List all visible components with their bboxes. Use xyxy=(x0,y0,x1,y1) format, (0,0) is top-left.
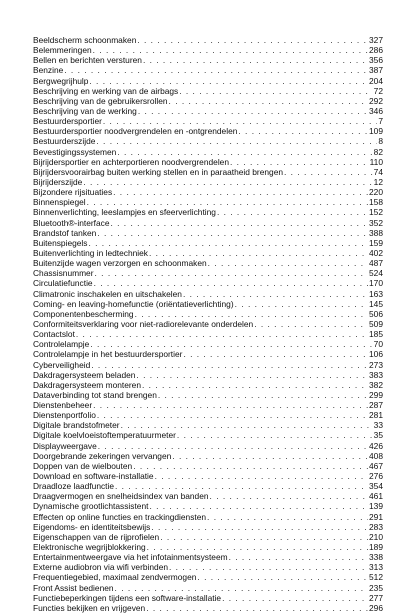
index-entry xyxy=(33,228,383,238)
index-term: Climatronic inschakelen en uitschakelen xyxy=(33,288,182,299)
index-page-number: 109 xyxy=(369,126,383,137)
index-page-number: 7 xyxy=(378,116,383,127)
dot-leader xyxy=(113,187,368,197)
dot-leader xyxy=(97,228,368,238)
index-entry xyxy=(33,430,383,440)
dot-leader xyxy=(138,106,368,116)
index-page-number: 356 xyxy=(369,55,383,66)
index-term: Circulatiefunctie xyxy=(33,278,93,289)
index-page-number: 8 xyxy=(378,136,383,147)
index-term: Binnenspiegel xyxy=(33,197,86,208)
index-entry xyxy=(33,289,383,299)
dot-leader xyxy=(133,461,368,471)
index-page-number: 296 xyxy=(369,602,383,613)
index-term: Dynamische grootlichtassistent xyxy=(33,501,149,512)
index-entry xyxy=(33,400,383,410)
index-page-number: 152 xyxy=(369,207,383,218)
index-term: Controlelampje xyxy=(33,339,90,350)
index-term: Beschrijving van de gebruikersrollen xyxy=(33,95,168,106)
index-page-number: 506 xyxy=(369,308,383,319)
index-entry xyxy=(33,177,383,187)
dot-leader xyxy=(137,35,368,45)
dot-leader xyxy=(146,603,368,613)
index-page-number: 170 xyxy=(369,278,383,289)
index-entry xyxy=(33,370,383,380)
dot-leader xyxy=(149,501,368,511)
index-entry xyxy=(33,157,383,167)
index-entry xyxy=(33,552,383,562)
index-term: Effecten op online functies en trackingdiensten xyxy=(33,511,207,522)
index-page-number: 273 xyxy=(369,359,383,370)
index-page-number: 204 xyxy=(369,75,383,86)
dot-leader xyxy=(197,572,368,582)
index-term: Cyberveiligheid xyxy=(33,359,91,370)
index-page-number: 291 xyxy=(369,511,383,522)
dot-leader xyxy=(103,116,377,126)
dot-leader xyxy=(284,167,373,177)
dot-leader xyxy=(235,299,368,309)
index-page-number: 283 xyxy=(369,521,383,532)
index-entry xyxy=(33,278,383,288)
index-page-number: 145 xyxy=(369,298,383,309)
index-term: Bijrijdersvoorairbag buiten werking stellen en in paraatheid brengen xyxy=(33,166,284,177)
index-entry xyxy=(33,268,383,278)
index-term: Elektronische wegrijblokkering xyxy=(33,542,146,553)
index-entry xyxy=(33,218,383,228)
index-term: Controlelampje in het bestuurdersportier xyxy=(33,349,183,360)
index-entry xyxy=(33,593,383,603)
index-page-number: 426 xyxy=(369,440,383,451)
index-term: Dakdragersysteem beladen xyxy=(33,369,136,380)
index-entry xyxy=(33,319,383,329)
dot-leader xyxy=(207,512,368,522)
index-term: Doppen van de wielbouten xyxy=(33,460,133,471)
index-term: Beschrijving en werking van de airbags xyxy=(33,85,179,96)
dot-leader xyxy=(151,522,368,532)
index-term: Digitale brandstofmeter xyxy=(33,420,120,431)
dot-leader xyxy=(238,126,368,136)
dot-leader xyxy=(179,86,372,96)
index-page-number: 12 xyxy=(373,176,383,187)
index-term: Digitale koelvloeistoftemperatuurmeter xyxy=(33,430,176,441)
index-page-number: 210 xyxy=(369,531,383,542)
dot-leader xyxy=(169,96,368,106)
index-page-number: 487 xyxy=(369,258,383,269)
index-page-number: 110 xyxy=(369,156,383,167)
dot-leader xyxy=(115,583,368,593)
index-entry xyxy=(33,603,383,613)
index-page-number: 189 xyxy=(369,542,383,553)
index-page-number: 383 xyxy=(369,369,383,380)
index-term: Buitenzijde wagen verzorgen en schoonmaken xyxy=(33,258,207,269)
index-entry xyxy=(33,238,383,248)
index-term: Displayweergave xyxy=(33,440,97,451)
index-term: Functiebeperkingen tijdens een software-installatie xyxy=(33,592,222,603)
index-entry xyxy=(33,197,383,207)
index-term: Eigendoms- en identiteitsbewijs xyxy=(33,521,151,532)
dot-leader xyxy=(217,207,368,217)
dot-leader xyxy=(254,319,368,329)
index-entry xyxy=(33,35,383,45)
dot-leader xyxy=(177,430,373,440)
index-page-number: 402 xyxy=(369,247,383,258)
dot-leader xyxy=(98,441,368,451)
index-term: Buitenverlichting in ledtechniek xyxy=(33,247,148,258)
index-entry xyxy=(33,380,383,390)
index-page-number: 313 xyxy=(369,562,383,573)
index-page-number: 220 xyxy=(369,187,383,198)
dot-leader xyxy=(115,481,368,491)
index-page-number: 338 xyxy=(369,552,383,563)
index-page-number: 387 xyxy=(369,65,383,76)
index-term: Bluetooth®-interface xyxy=(33,217,110,228)
index-page-number: 461 xyxy=(369,491,383,502)
index-entry xyxy=(33,299,383,309)
index-term: Chassisnummer xyxy=(33,268,94,279)
index-entry xyxy=(33,451,383,461)
index-term: Dataverbinding tot stand brengen xyxy=(33,389,157,400)
dot-leader xyxy=(136,370,368,380)
index-term: Dienstenportfolio xyxy=(33,410,96,421)
index-term: Beschrijving van de werking xyxy=(33,105,137,116)
dot-leader xyxy=(208,258,368,268)
index-entry xyxy=(33,116,383,126)
dot-leader xyxy=(229,552,368,562)
index-term: Entertainmentweergave via het infotainmentsysteem xyxy=(33,552,228,563)
index-term: Buitenspiegels xyxy=(33,237,88,248)
index-entry xyxy=(33,258,383,268)
index-page-number: 74 xyxy=(373,166,383,177)
dot-leader xyxy=(88,238,368,248)
index-entry xyxy=(33,96,383,106)
index-entry xyxy=(33,512,383,522)
dot-leader xyxy=(87,197,368,207)
index-page xyxy=(33,35,383,613)
index-entry xyxy=(33,360,383,370)
index-entry xyxy=(33,86,383,96)
index-term: Dakdragersysteem monteren xyxy=(33,379,141,390)
index-page-number: 159 xyxy=(369,237,383,248)
index-entry xyxy=(33,147,383,157)
index-entry xyxy=(33,461,383,471)
dot-leader xyxy=(142,380,368,390)
index-entry xyxy=(33,126,383,136)
index-term: Bergwegrijhulp xyxy=(33,75,89,86)
index-page-number: 72 xyxy=(373,85,383,96)
dot-leader xyxy=(222,593,368,603)
dot-leader xyxy=(230,157,369,167)
index-entry xyxy=(33,76,383,86)
index-term: Bestuurderszijde xyxy=(33,136,96,147)
dot-leader xyxy=(172,451,368,461)
index-term: Eigenschappen van de rijprofielen xyxy=(33,531,160,542)
index-page-number: 286 xyxy=(369,45,383,56)
index-term: Benzine xyxy=(33,65,64,76)
index-entry xyxy=(33,491,383,501)
index-page-number: 276 xyxy=(369,471,383,482)
dot-leader xyxy=(117,147,372,157)
dot-leader xyxy=(96,136,377,146)
index-entry xyxy=(33,471,383,481)
dot-leader xyxy=(91,360,368,370)
index-entry xyxy=(33,583,383,593)
index-page-number: 524 xyxy=(369,268,383,279)
dot-leader xyxy=(158,390,368,400)
dot-leader xyxy=(155,471,368,481)
dot-leader xyxy=(169,562,368,572)
index-entry xyxy=(33,441,383,451)
index-entry xyxy=(33,65,383,75)
index-term: Belemmeringen xyxy=(33,45,92,56)
index-page-number: 388 xyxy=(369,227,383,238)
index-page-number: 382 xyxy=(369,379,383,390)
index-page-number: 408 xyxy=(369,450,383,461)
dot-leader xyxy=(64,65,368,75)
index-page-number: 163 xyxy=(369,288,383,299)
index-term: Bijzondere rijsituaties xyxy=(33,187,113,198)
index-term: Binnenverlichting, leeslampjes en sfeerverlichting xyxy=(33,207,216,218)
index-page-number: 327 xyxy=(369,35,383,45)
dot-leader xyxy=(110,218,368,228)
index-entry xyxy=(33,207,383,217)
index-page-number: 467 xyxy=(369,460,383,471)
index-term: Dienstenbeheer xyxy=(33,400,93,411)
dot-leader xyxy=(90,339,372,349)
index-entry xyxy=(33,55,383,65)
index-page-number: 82 xyxy=(373,146,383,157)
index-term: Bevestigingssystemen xyxy=(33,146,117,157)
dot-leader xyxy=(76,329,368,339)
index-entry xyxy=(33,532,383,542)
dot-leader xyxy=(160,532,368,542)
index-term: Externe audiobron via wifi verbinden xyxy=(33,562,169,573)
dot-leader xyxy=(94,278,368,288)
index-page-number: 277 xyxy=(369,592,383,603)
index-page-number: 354 xyxy=(369,481,383,492)
dot-leader xyxy=(121,420,373,430)
dot-leader xyxy=(135,309,368,319)
index-entry xyxy=(33,248,383,258)
index-term: Functies bekijken en vrijgeven xyxy=(33,602,146,613)
index-entry xyxy=(33,501,383,511)
index-page-number: 281 xyxy=(369,410,383,421)
index-page-number: 292 xyxy=(369,95,383,106)
index-term: Componentenbescherming xyxy=(33,308,134,319)
index-entry xyxy=(33,136,383,146)
index-page-number: 106 xyxy=(369,349,383,360)
index-term: Download en software-installatie xyxy=(33,471,154,482)
index-entry xyxy=(33,562,383,572)
index-term: Conformiteitsverklaring voor niet-radiorelevante onderdelen xyxy=(33,318,254,329)
index-page-number: 512 xyxy=(369,572,383,583)
dot-leader xyxy=(147,542,368,552)
index-term: Bellen en berichten versturen xyxy=(33,55,142,66)
index-page-number: 185 xyxy=(369,329,383,340)
index-page-number: 352 xyxy=(369,217,383,228)
dot-leader xyxy=(95,268,369,278)
dot-leader xyxy=(97,410,368,420)
dot-leader xyxy=(183,289,368,299)
index-entry xyxy=(33,522,383,532)
index-entry xyxy=(33,167,383,177)
index-entry xyxy=(33,339,383,349)
index-entry xyxy=(33,45,383,55)
index-entry xyxy=(33,187,383,197)
index-entry xyxy=(33,390,383,400)
dot-leader xyxy=(83,177,372,187)
index-page-number: 509 xyxy=(369,318,383,329)
index-entry xyxy=(33,349,383,359)
index-term: Frequentiegebied, maximaal zendvermogen xyxy=(33,572,197,583)
index-entry xyxy=(33,572,383,582)
index-term: Bijrijdersportier en achterportieren noodvergrendelen xyxy=(33,156,229,167)
index-term: Doorgebrande zekeringen vervangen xyxy=(33,450,172,461)
index-term: Bestuurdersportier noodvergrendelen en -ontgrendelen xyxy=(33,126,238,137)
index-entry xyxy=(33,481,383,491)
index-page-number: 346 xyxy=(369,105,383,116)
dot-leader xyxy=(93,400,368,410)
index-entry xyxy=(33,309,383,319)
dot-leader xyxy=(183,349,368,359)
index-page-number: 158 xyxy=(369,197,383,208)
index-term: Draagvermogen en snelheidsindex van banden xyxy=(33,491,209,502)
index-page-number: 33 xyxy=(373,420,383,431)
dot-leader xyxy=(93,45,368,55)
index-term: Coming- en leaving-homefunctie (oriëntatieverlichting) xyxy=(33,298,234,309)
index-entry xyxy=(33,106,383,116)
index-page-number: 35 xyxy=(373,430,383,441)
index-entry xyxy=(33,542,383,552)
index-page-number: 299 xyxy=(369,389,383,400)
index-term: Bestuurdersportier xyxy=(33,116,102,127)
index-page-number: 70 xyxy=(373,339,383,350)
index-entry xyxy=(33,410,383,420)
dot-leader xyxy=(89,76,368,86)
dot-leader xyxy=(210,491,368,501)
index-page-number: 287 xyxy=(369,400,383,411)
index-term: Contactslot xyxy=(33,329,75,340)
index-page-number: 139 xyxy=(369,501,383,512)
index-term: Bijrijderszijde xyxy=(33,176,83,187)
index-term: Draadloze laadfunctie xyxy=(33,481,115,492)
index-entry xyxy=(33,329,383,339)
index-term: Brandstof tanken xyxy=(33,227,97,238)
dot-leader xyxy=(149,248,368,258)
index-term: Beeldscherm schoonmaken xyxy=(33,35,137,45)
dot-leader xyxy=(143,55,368,65)
index-entry xyxy=(33,420,383,430)
index-term: Front Assist bedienen xyxy=(33,582,114,593)
index-page-number: 235 xyxy=(369,582,383,593)
